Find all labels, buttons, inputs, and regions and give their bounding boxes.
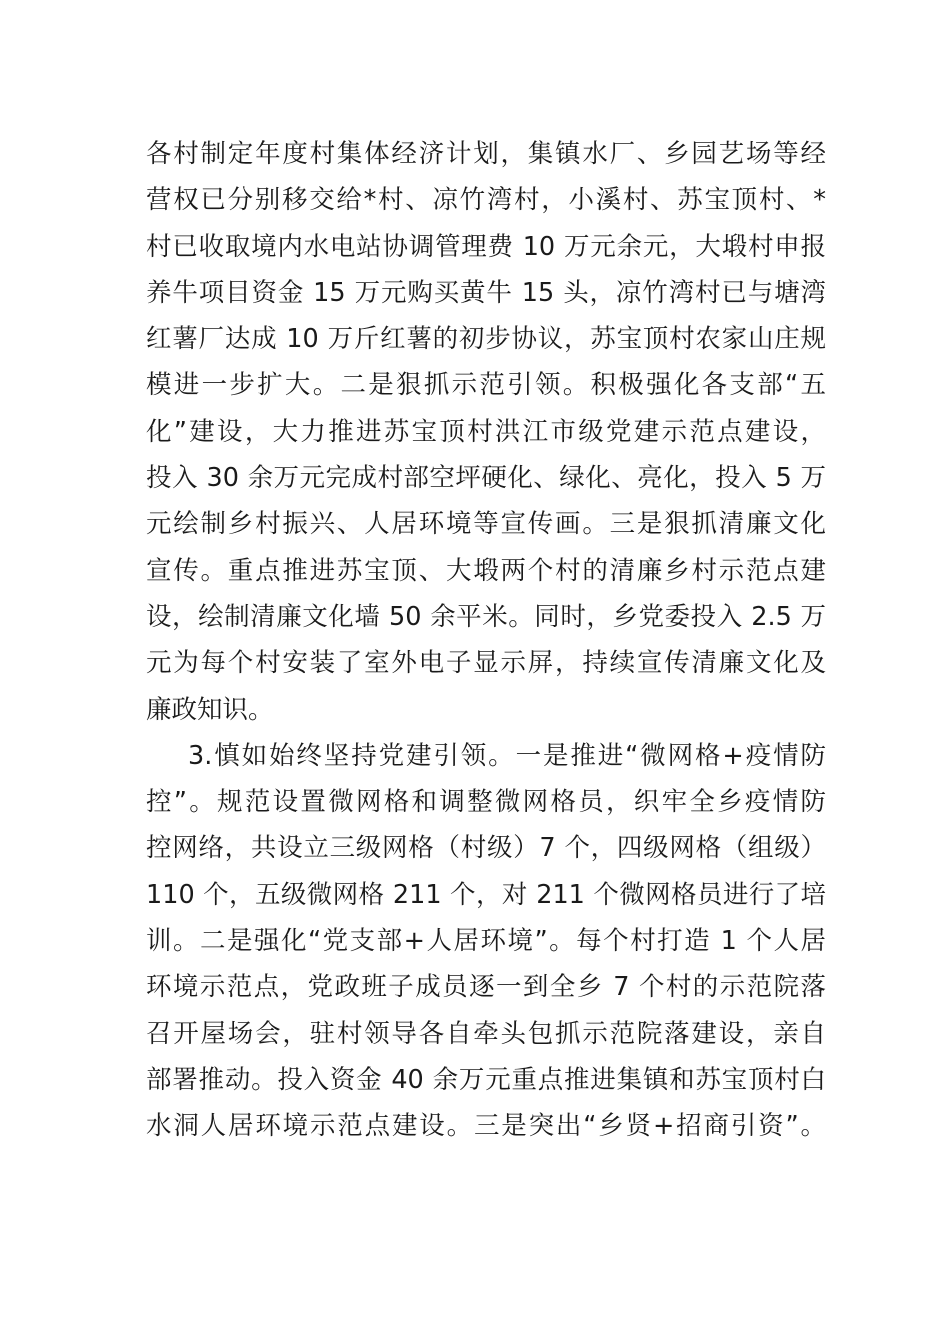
text-line: 控”。规范设置微网格和调整微网格员，织牢全乡疫情防 [146, 787, 826, 818]
text-line: 村已收取境内水电站协调管理费 10 万元余元，大塅村申报 [146, 231, 826, 262]
paragraph-1 [146, 131, 826, 733]
text-line: 设，绘制清廉文化墙 50 余平米。同时，乡党委投入 2.5 万 [146, 601, 826, 632]
text-line: 3.慎如始终坚持党建引领。一是推进“微网格+疫情防 [188, 740, 826, 771]
document-body [146, 131, 826, 1150]
text-line: 训。二是强化“党支部+人居环境”。每个村打造 1 个人居 [146, 926, 826, 957]
text-line: 元绘制乡村振兴、人居环境等宣传画。三是狠抓清廉文化 [146, 509, 826, 540]
text-line: 化”建设，大力推进苏宝顶村洪江市级党建示范点建设， [146, 416, 826, 447]
text-line: 模进一步扩大。二是狠抓示范引领。积极强化各支部“五 [146, 370, 826, 401]
text-line: 各村制定年度村集体经济计划，集镇水厂、乡园艺场等经 [146, 139, 826, 169]
text-line: 110 个，五级微网格 211 个，对 211 个微网格员进行了培 [146, 879, 826, 910]
paragraph-2 [146, 733, 826, 1150]
text-line: 环境示范点，党政班子成员逐一到全乡 7 个村的示范院落 [146, 972, 826, 1003]
text-line: 控网络，共设立三级网格（村级）7 个，四级网格（组级） [146, 833, 826, 864]
text-line: 营权已分别移交给*村、凉竹湾村，小溪村、苏宝顶村、* [146, 185, 826, 216]
text-line: 投入 30 余万元完成村部空坪硬化、绿化、亮化，投入 5 万 [146, 463, 826, 494]
text-line: 水洞人居环境示范点建设。三是突出“乡贤+招商引资”。 [146, 1111, 826, 1142]
text-line: 元为每个村安装了室外电子显示屏，持续宣传清廉文化及 [146, 648, 826, 679]
text-line: 部署推动。投入资金 40 余万元重点推进集镇和苏宝顶村白 [146, 1064, 826, 1095]
text-line: 红薯厂达成 10 万斤红薯的初步协议，苏宝顶村农家山庄规 [146, 324, 826, 355]
text-line: 宣传。重点推进苏宝顶、大塅两个村的清廉乡村示范点建 [146, 555, 826, 586]
text-line: 召开屋场会，驻村领导各自牵头包抓示范院落建设，亲自 [146, 1018, 826, 1049]
text-line: 养牛项目资金 15 万元购买黄牛 15 头，凉竹湾村已与塘湾 [146, 277, 826, 308]
text-line: 廉政知识。 [146, 694, 274, 725]
